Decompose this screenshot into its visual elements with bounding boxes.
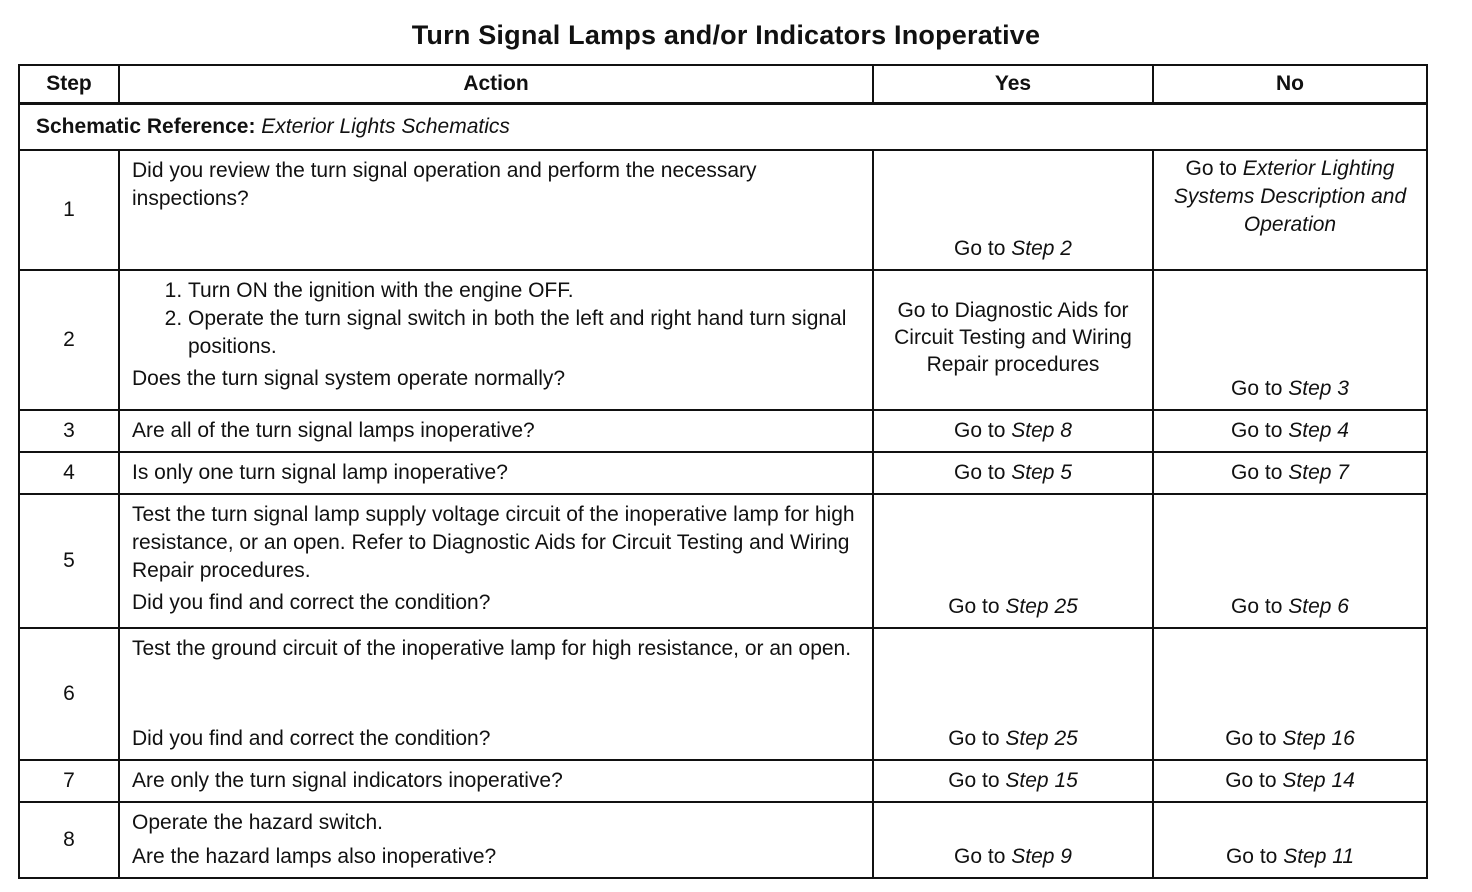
no-step-link[interactable]: Step 7 <box>1288 460 1349 484</box>
step-number: 1 <box>19 150 119 270</box>
action-cell <box>119 270 873 410</box>
table-row <box>19 150 1427 270</box>
no-step-link[interactable]: Step 16 <box>1282 726 1355 750</box>
go-to-label: Go to <box>954 460 1006 484</box>
no-cell <box>1153 760 1427 802</box>
go-to-label: Go to <box>1231 460 1283 484</box>
table-row <box>19 410 1427 452</box>
go-to-label: Go to <box>1225 844 1278 868</box>
go-to-label: Go to <box>948 726 1000 750</box>
yes-cell <box>873 760 1153 802</box>
go-to-label: Go to <box>948 768 1000 792</box>
table-row <box>19 760 1427 802</box>
yes-reference-link[interactable]: Go to Diagnostic Aids for Circuit Testing and Wiring Repair procedures <box>894 299 1132 376</box>
yes-step-link[interactable]: Step 9 <box>1011 844 1072 868</box>
yes-step-link[interactable]: Step 25 <box>1005 594 1078 618</box>
go-to-label: Go to <box>1185 156 1237 180</box>
step-number: 4 <box>19 452 119 494</box>
go-to-label: Go to <box>1231 376 1283 400</box>
no-cell <box>1153 410 1427 452</box>
header-yes: Yes <box>873 65 1153 103</box>
action-cell <box>119 628 873 760</box>
diagnostic-table <box>18 64 1428 879</box>
action-cell <box>119 150 873 270</box>
schematic-row <box>19 103 1427 150</box>
no-cell <box>1153 150 1427 270</box>
action-list <box>132 277 860 361</box>
schematic-link[interactable]: Exterior Lights Schematics <box>261 114 510 138</box>
go-to-label: Go to <box>1225 726 1277 750</box>
yes-cell <box>873 150 1153 270</box>
step-number: 5 <box>19 494 119 628</box>
no-step-link[interactable]: Step 6 <box>1288 594 1349 618</box>
yes-cell <box>873 802 1153 878</box>
yes-step-link[interactable]: Step 5 <box>1011 460 1072 484</box>
schematic-label: Schematic Reference: <box>36 114 256 138</box>
action-text: Did you review the turn signal operation and perform the necessary inspections? <box>132 158 757 210</box>
header-step: Step <box>19 65 119 103</box>
yes-cell <box>873 452 1153 494</box>
action-question: Did you find and correct the condition? <box>132 590 491 614</box>
go-to-label: Go to <box>954 844 1006 868</box>
action-question: Does the turn signal system operate normally? <box>132 366 566 390</box>
step-number: 8 <box>19 802 119 878</box>
yes-step-link[interactable]: Step 8 <box>1011 418 1072 442</box>
step-number: 3 <box>19 410 119 452</box>
table-row <box>19 452 1427 494</box>
page-title: Turn Signal Lamps and/or Indicators Inoperative <box>411 20 1041 50</box>
no-cell <box>1153 802 1427 878</box>
yes-cell <box>873 270 1153 410</box>
no-reference-link[interactable]: Exterior Lighting Systems Description and Operation <box>1173 156 1407 236</box>
go-to-label: Go to <box>1231 594 1283 618</box>
table-row <box>19 270 1427 410</box>
no-step-link[interactable]: Step 14 <box>1282 768 1355 792</box>
header-no: No <box>1153 65 1427 103</box>
table-row <box>19 802 1427 878</box>
action-question: Did you find and correct the condition? <box>132 726 491 750</box>
header-action: Action <box>119 65 873 103</box>
step-number: 2 <box>19 270 119 410</box>
action-question: Are the hazard lamps also inoperative? <box>132 844 497 868</box>
table-row <box>19 628 1427 760</box>
no-step-link[interactable]: Step 11 <box>1283 844 1355 868</box>
action-cell <box>119 802 873 878</box>
action-list-item: 2. Operate the turn signal switch in both the left and right hand turn signal positions. <box>188 305 860 361</box>
action-cell <box>119 494 873 628</box>
no-cell <box>1153 494 1427 628</box>
step-number: 7 <box>19 760 119 802</box>
action-cell: Is only one turn signal lamp inoperative? <box>119 452 873 494</box>
action-text: Operate the hazard switch. <box>132 810 383 834</box>
action-text: Test the turn signal lamp supply voltage circuit of the inoperative lamp for high resistance, or an open. Refer to Diagnostic Aids for Circuit Testing and Wiring Repair procedures. <box>132 502 855 582</box>
action-text: Test the ground circuit of the inoperative lamp for high resistance, or an open. <box>132 636 852 660</box>
go-to-label: Go to <box>1225 768 1277 792</box>
action-list-item: 1. Turn ON the ignition with the engine OFF. <box>188 277 860 305</box>
yes-cell <box>873 410 1153 452</box>
go-to-label: Go to <box>1231 418 1283 442</box>
action-cell: Are only the turn signal indicators inoperative? <box>119 760 873 802</box>
no-step-link[interactable]: Step 4 <box>1288 418 1349 442</box>
step-number: 6 <box>19 628 119 760</box>
no-cell <box>1153 270 1427 410</box>
yes-step-link[interactable]: Step 15 <box>1005 768 1078 792</box>
go-to-label: Go to <box>954 418 1006 442</box>
yes-cell <box>873 628 1153 760</box>
go-to-label: Go to <box>948 594 1000 618</box>
no-cell <box>1153 452 1427 494</box>
action-cell: Are all of the turn signal lamps inoperative? <box>119 410 873 452</box>
schematic-reference <box>19 103 1427 150</box>
go-to-label: Go to <box>954 236 1006 260</box>
yes-step-link[interactable]: Step 2 <box>1011 236 1072 260</box>
table-row <box>19 494 1427 628</box>
yes-cell <box>873 494 1153 628</box>
no-cell <box>1153 628 1427 760</box>
yes-step-link[interactable]: Step 25 <box>1005 726 1078 750</box>
no-step-link[interactable]: Step 3 <box>1288 376 1349 400</box>
header-row <box>19 65 1427 103</box>
